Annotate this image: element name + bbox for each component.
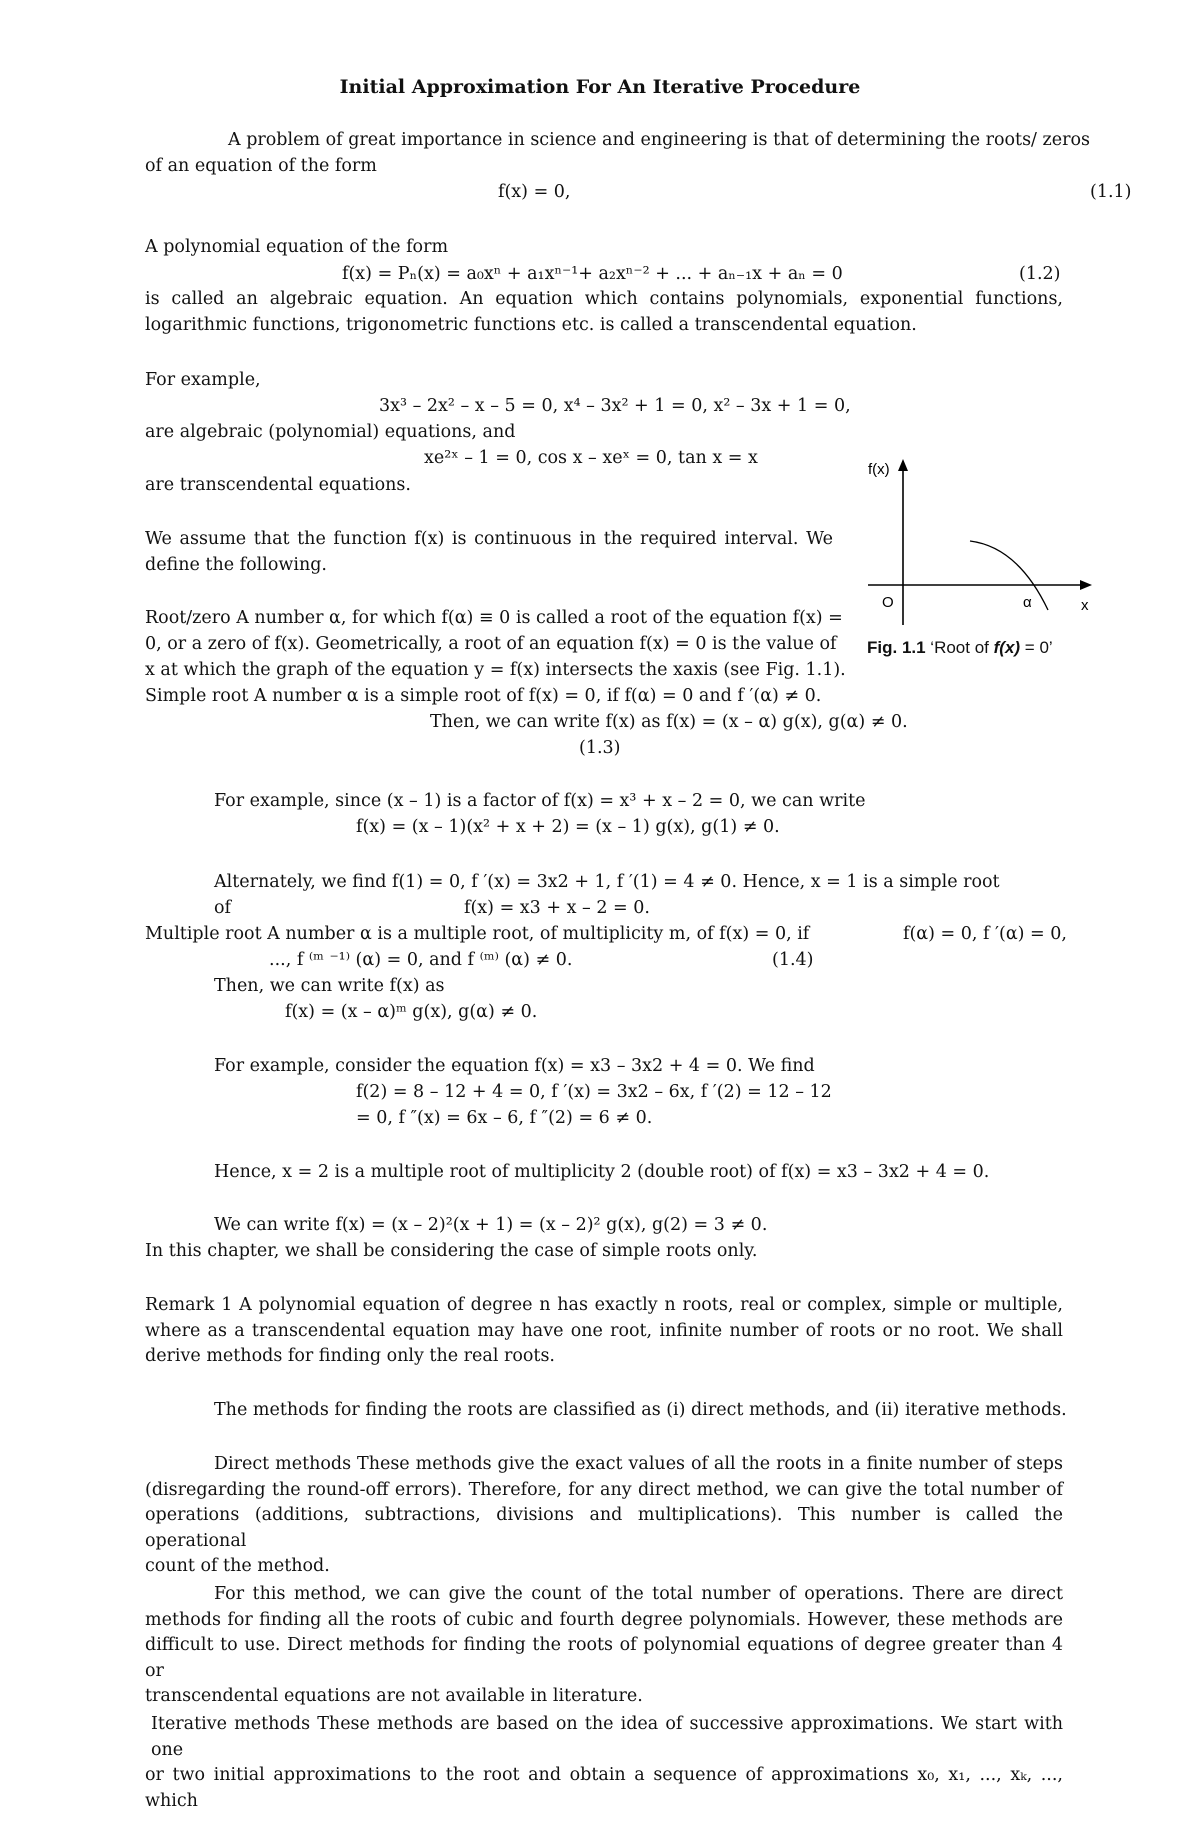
equation-line: = 0, f ″(x) = 6x – 6, f ″(2) = 6 ≠ 0. [356, 1108, 653, 1128]
paragraph-direct-methods [145, 1452, 1063, 1580]
paragraph-line: Then, we can write f(x) as [214, 976, 445, 996]
paragraph-line: logarithmic functions, trigonometric functions etc. is called a transcendental equation. [145, 314, 917, 335]
paragraph-line: Iterative methods These methods are based on the idea of successive approximations. We start with one [151, 1714, 1063, 1760]
origin-label: O [882, 594, 894, 611]
equation-line: f(x) = x3 + x – 2 = 0. [464, 898, 650, 918]
paragraph-line: Multiple root A number α is a multiple root, of multiplicity m, of f(x) = 0, if [145, 924, 810, 944]
y-axis-label: f(x) [868, 461, 890, 478]
paragraph-line: is called an algebraic equation. An equation which contains polynomials, exponential functions, [145, 289, 1063, 309]
x-axis-label: x [1081, 597, 1089, 614]
paragraph-line: define the following. [145, 554, 327, 575]
equation-line: f(x) = (x – 1)(x² + x + 2) = (x – 1) g(x), g(1) ≠ 0. [356, 817, 780, 837]
equation-1-2: f(x) = Pₙ(x) = a₀xⁿ + a₁xⁿ⁻¹+ a₂xⁿ⁻² + ... + aₙ₋₁x + aₙ = 0 [342, 264, 843, 284]
equation-line: f(α) = 0, f ′(α) = 0, [903, 924, 1067, 944]
paragraph-line: of [214, 898, 232, 918]
equation-line: f(2) = 8 – 12 + 4 = 0, f ′(x) = 3x2 – 6x, f ′(2) = 12 – 12 [356, 1082, 832, 1102]
paragraph-line: operations (additions, subtractions, divisions and multiplications). This number is called the operational [145, 1505, 1063, 1551]
paragraph-line: We assume that the function f(x) is continuous in the required interval. We [145, 529, 833, 549]
paragraph-line: where as a transcendental equation may have one root, infinite number of roots or no root. We shall [145, 1320, 1063, 1341]
root-label: α [1023, 594, 1032, 611]
equation-1-4: ..., f ⁽ᵐ ⁻¹⁾ (α) = 0, and f ⁽ᵐ⁾ (α) ≠ 0. [269, 950, 573, 970]
paragraph-line: A problem of great importance in science and engineering is that of determining the roots/ zeros [228, 130, 1090, 150]
paragraph-remark [145, 1293, 1063, 1370]
paragraph-iterative-methods [145, 1712, 1063, 1814]
page-title: Initial Approximation For An Iterative Procedure [339, 76, 861, 98]
equation-number: (1.3) [579, 738, 621, 758]
caption-text: ‘Root of [925, 638, 994, 657]
equation-1-1: f(x) = 0, [498, 182, 571, 202]
x-axis-arrow-icon [1080, 580, 1092, 590]
paragraph-line: count of the method. [145, 1556, 330, 1576]
equation-1-3: Then, we can write f(x) as f(x) = (x – α) g(x), g(α) ≠ 0. [430, 712, 908, 732]
paragraph-line: are transcendental equations. [145, 475, 411, 495]
paragraph-line: or two initial approximations to the root and obtain a sequence of approximations x₀, x₁, ..., xₖ, ..., which [145, 1765, 1063, 1811]
y-axis-arrow-icon [898, 459, 908, 471]
paragraph-line: Root/zero A number α, for which f(α) ≡ 0 is called a root of the equation f(x) = [145, 608, 843, 628]
equation-number: (1.1) [1090, 182, 1132, 202]
figure-caption [867, 637, 1053, 659]
paragraph-line: Simple root A number α is a simple root of f(x) = 0, if f(α) = 0 and f ′(α) ≠ 0. [145, 686, 822, 706]
paragraph-line: transcendental equations are not available in literature. [145, 1686, 643, 1706]
paragraph [145, 527, 833, 578]
paragraph-line: Alternately, we find f(1) = 0, f ′(x) = 3x2 + 1, f ′(1) = 4 ≠ 0. Hence, x = 1 is a simple root [214, 872, 1000, 892]
caption-end: = 0’ [1020, 638, 1053, 657]
paragraph-line: 0, or a zero of f(x). Geometrically, a root of an equation f(x) = 0 is the value of [145, 634, 837, 654]
paragraph-line: methods for finding all the roots of cubic and fourth degree polynomials. However, these methods are [145, 1609, 1063, 1630]
root-figure [858, 455, 1098, 655]
paragraph-line: For example, since (x – 1) is a factor of f(x) = x³ + x – 2 = 0, we can write [214, 791, 866, 811]
paragraph-line: Direct methods These methods give the exact values of all the roots in a finite number of steps [214, 1454, 1063, 1474]
paragraph-line: difficult to use. Direct methods for finding the roots of polynomial equations of degree greater than 4 or [145, 1635, 1063, 1681]
example-equations: 3x³ – 2x² – x – 5 = 0, x⁴ – 3x² + 1 = 0, x² – 3x + 1 = 0, [379, 396, 851, 416]
paragraph-line: The methods for finding the roots are classified as (i) direct methods, and (ii) iterative methods. [214, 1400, 1067, 1420]
caption-function: f(x) [993, 638, 1021, 657]
paragraph-operations [145, 1582, 1063, 1710]
paragraph-line: Remark 1 A polynomial equation of degree n has exactly n roots, real or complex, simple or multiple, [145, 1295, 1063, 1315]
paragraph-line: are algebraic (polynomial) equations, and [145, 422, 516, 442]
equation-line: f(x) = (x – α)ᵐ g(x), g(α) ≠ 0. [285, 1002, 538, 1022]
equation-number: (1.2) [1019, 264, 1061, 284]
paragraph-line: We can write f(x) = (x – 2)²(x + 1) = (x – 2)² g(x), g(2) = 3 ≠ 0. [214, 1215, 768, 1235]
paragraph-line: x at which the graph of the equation y = f(x) intersects the xaxis (see Fig. 1.1). [145, 660, 846, 680]
paragraph-line: For this method, we can give the count of the total number of operations. There are direct [214, 1584, 1063, 1604]
paragraph-line: of an equation of the form [145, 156, 377, 176]
paragraph-line: derive methods for finding only the real roots. [145, 1346, 555, 1366]
paragraph-line: In this chapter, we shall be considering the case of simple roots only. [145, 1241, 758, 1261]
figure-number: Fig. 1.1 [867, 638, 926, 657]
equation-number: (1.4) [772, 950, 814, 970]
paragraph-line: For example, consider the equation f(x) = x3 – 3x2 + 4 = 0. We find [214, 1056, 815, 1076]
example-equations: xe²ˣ – 1 = 0, cos x – xeˣ = 0, tan x = x [424, 448, 758, 468]
paragraph-line: Hence, x = 2 is a multiple root of multiplicity 2 (double root) of f(x) = x3 – 3x2 + 4 = 0. [214, 1162, 990, 1182]
paragraph-line: (disregarding the round-off errors). Therefore, for any direct method, we can give the total number of [145, 1479, 1063, 1500]
paragraph-line: For example, [145, 370, 261, 390]
function-curve [970, 541, 1048, 610]
paragraph [145, 287, 1063, 338]
paragraph-line: A polynomial equation of the form [145, 237, 449, 257]
